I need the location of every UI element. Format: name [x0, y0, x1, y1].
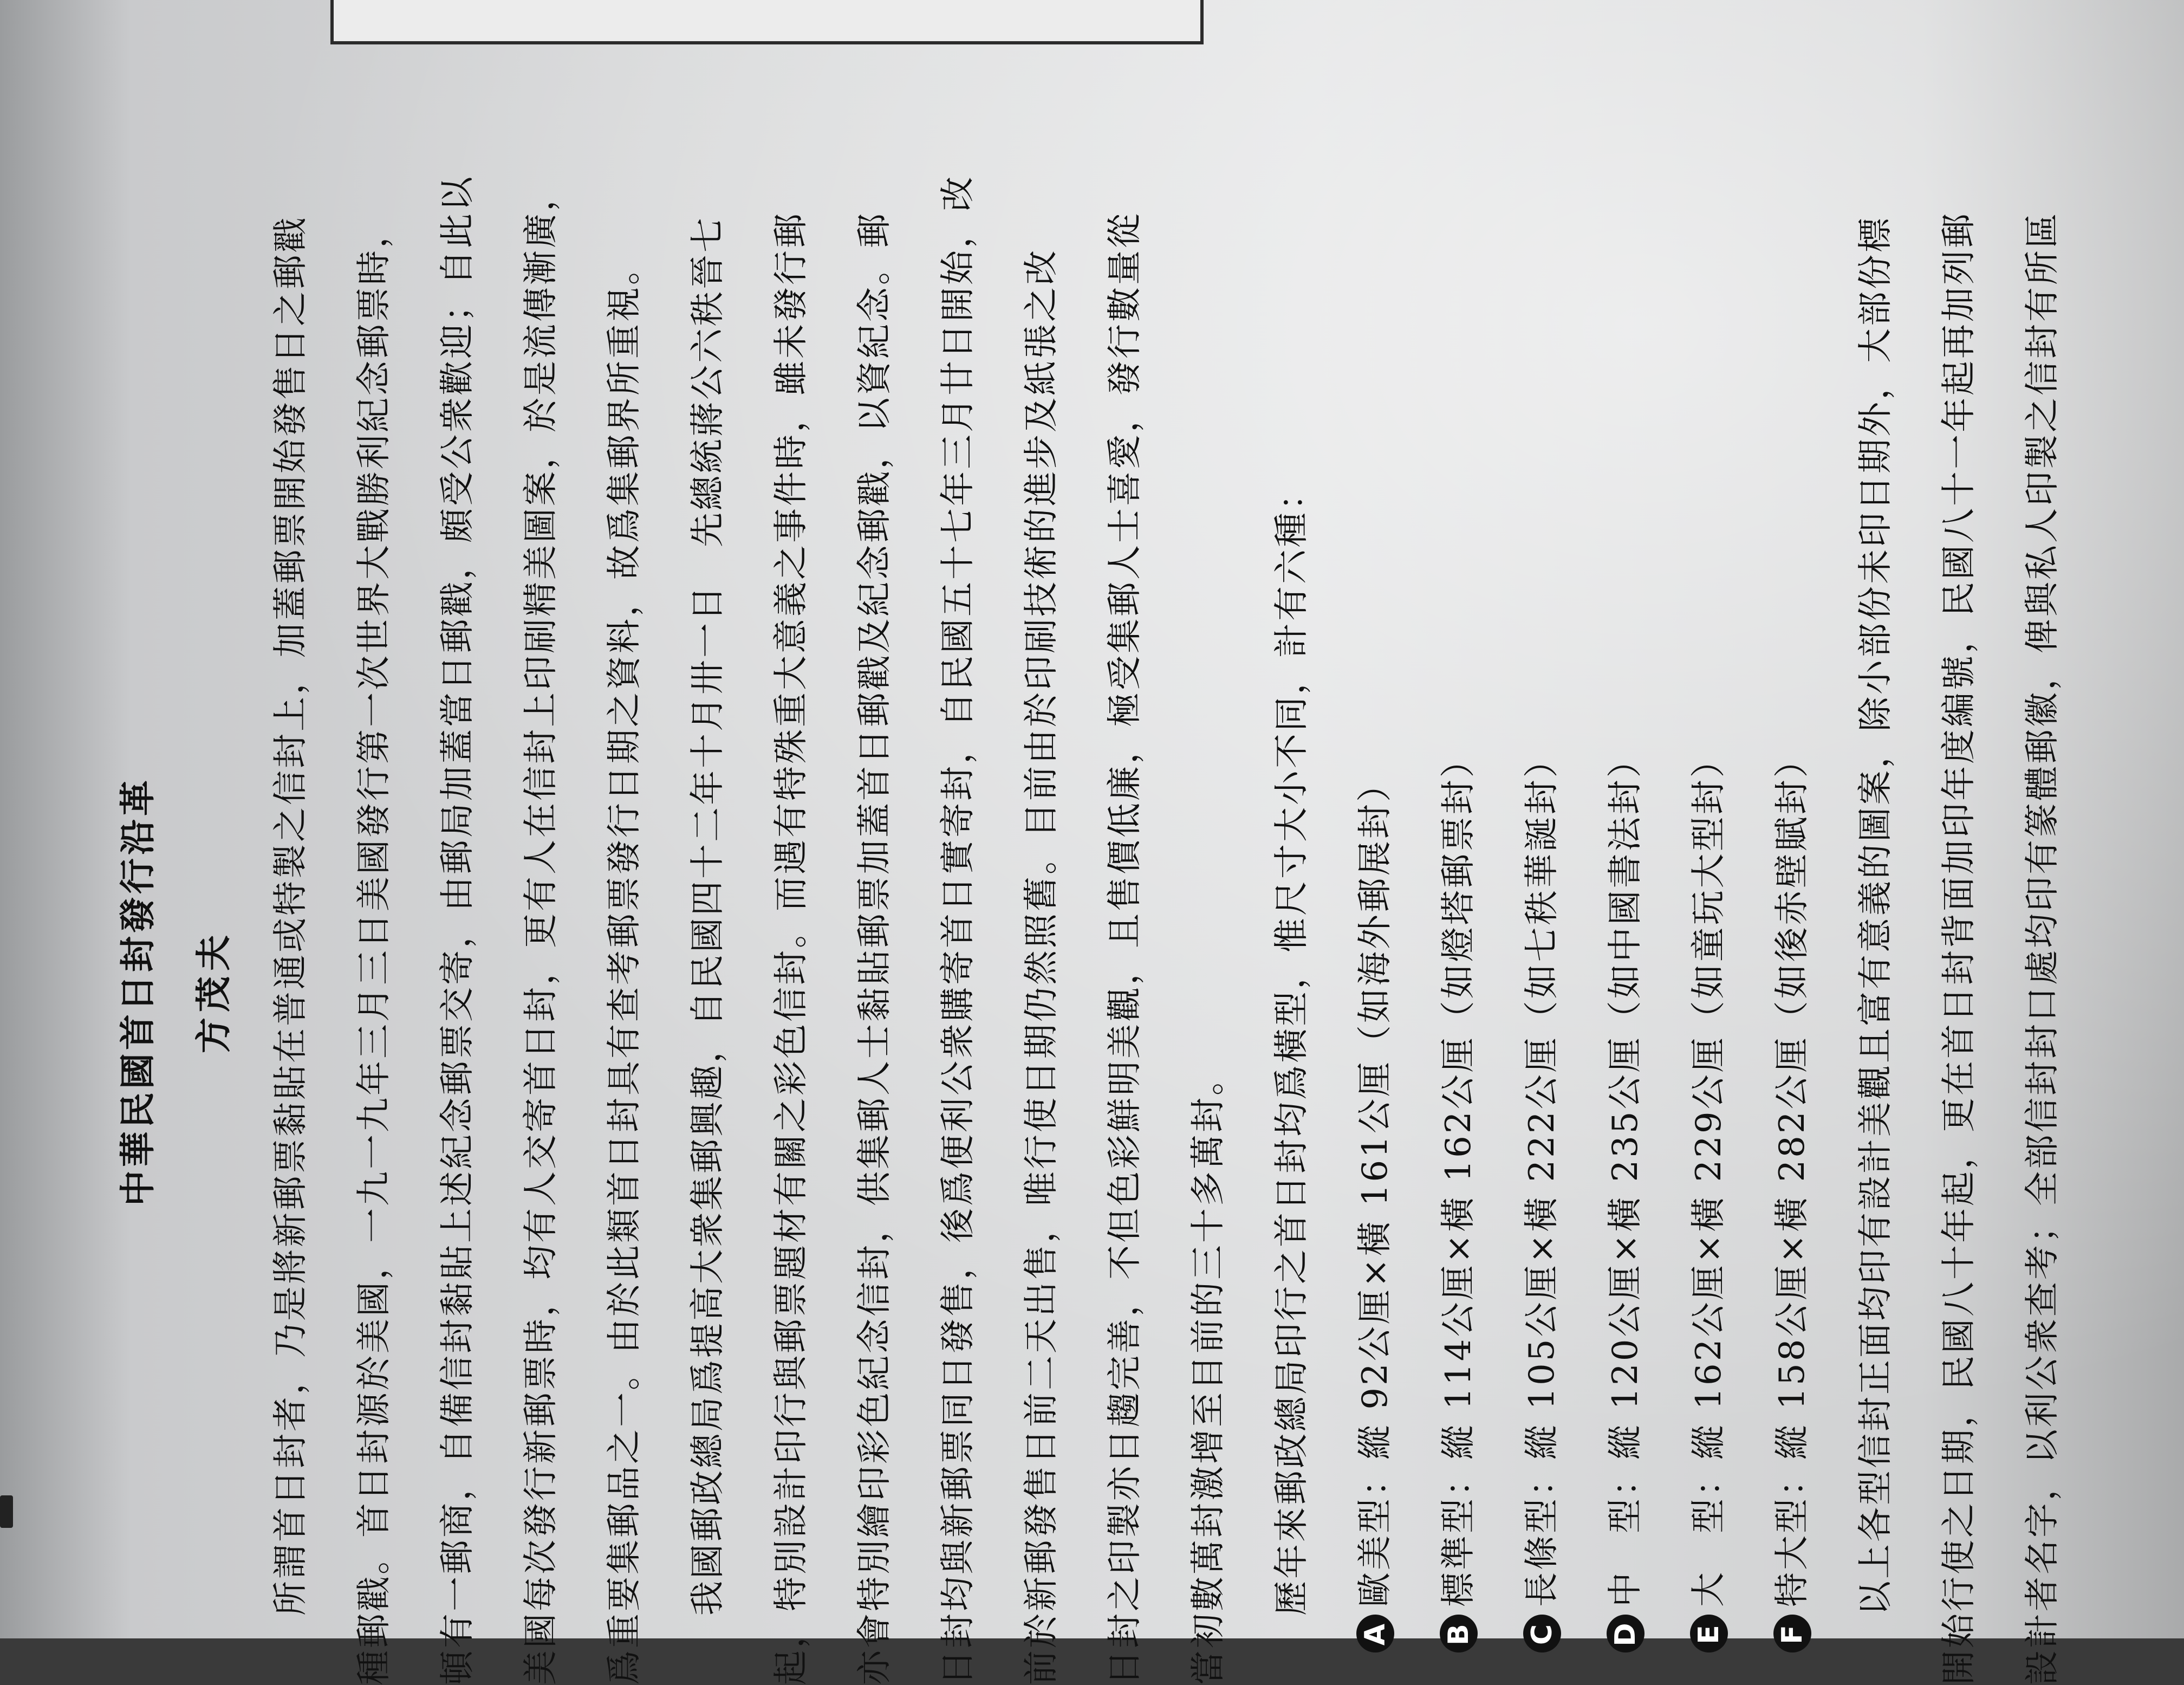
- size-description: 中 型：縱 120公厘×橫 235公厘（如中國書法封）: [1606, 741, 1646, 1607]
- size-list-item: [1417, 146, 1500, 1685]
- document-title: 中華民國首日封發行沿革: [117, 777, 159, 1206]
- size-list-item: [1584, 146, 1667, 1685]
- text-line: 歷年來郵政總局印行之首日封均爲橫型，惟尺寸大小不同，計有六種：: [1272, 474, 1312, 1616]
- size-description: 歐美型：縱 92公厘×橫 161公厘（如海外郵展封）: [1355, 765, 1395, 1607]
- top-card-edge: [330, 0, 1204, 44]
- text-line: 爲重要集郵品之一。由於此類首日封具有查考郵票發行日期之資料，故爲集郵界所重視。: [604, 248, 645, 1685]
- text-line: 我國郵政總局爲提高大衆集郵興趣，自民國四十二年十月卅一日 先總統蔣公六秩晉七: [688, 216, 728, 1616]
- letter-badge-icon: D: [1607, 1615, 1644, 1652]
- size-description: 標準型：縱 114公厘×橫 162公厘（如燈塔郵票封）: [1439, 741, 1479, 1607]
- author-name: 方茂夫: [193, 930, 235, 1053]
- letter-badge-icon: F: [1773, 1615, 1811, 1652]
- text-line: 當初數萬封激增至目前的三十多萬封。: [1188, 1059, 1228, 1685]
- envelope-size-list: [1334, 146, 1834, 1685]
- text-line: 所謂首日封者，乃是將新郵票黏貼在普通或特製之信封上，加蓋郵票開始發售日之郵戳: [271, 216, 311, 1616]
- body-paragraphs: [249, 146, 1334, 1685]
- text-line: 以上各型信封正面均印有設計美觀且富有意義的圖案，除小部份未印日期外，大部份標: [1856, 216, 1896, 1616]
- size-description: 大 型：縱 162公厘×橫 229公厘（如童玩大型封）: [1689, 741, 1729, 1607]
- letter-badge-icon: A: [1356, 1615, 1394, 1652]
- text-line: 開始行使之日期，民國八十年起，更在首日封背面加印年度編號，民國八十一年起再加列郵: [1939, 211, 1979, 1685]
- text-line: 頓有一郵商，自備信封黏貼上述紀念郵票交寄，由郵局加蓋當日郵戳，頗受公衆歡迎；自此以: [438, 174, 478, 1685]
- text-line: 前於新郵發售日前二天出售，唯行使日期仍然照舊。目前由於印刷技術的進步及紙張之改: [1022, 248, 1062, 1685]
- rotated-text-block: [108, 146, 2063, 1685]
- text-line: 美國每次發行新郵票時，均有人交寄首日封，更有人在信封上印刷精美圖案，於是流傳漸廣，: [521, 174, 561, 1685]
- size-description: 特大型：縱 158公厘×橫 282公厘（如後赤壁賦封）: [1772, 741, 1812, 1607]
- letter-badge-icon: B: [1440, 1615, 1478, 1652]
- margin-mark: [0, 1495, 13, 1528]
- text-line: 種郵戳。首日封源於美國，一九一九年三月三日美國發行第一次世界大戰勝利紀念郵票時，: [354, 211, 394, 1685]
- letter-badge-icon: C: [1523, 1615, 1561, 1652]
- size-list-item: [1500, 146, 1584, 1685]
- size-list-item: [1751, 146, 1834, 1685]
- title-area: [108, 146, 244, 1685]
- text-line: 日封均與新郵票同日發售，後爲便利公衆購寄首日實寄封，自民國五十七年三月廿日開始，改: [938, 174, 978, 1685]
- text-line: 日封之印製亦日趨完善，不但色彩鮮明美觀，且售價低廉，極受集郵人士喜愛，發行數量從: [1105, 211, 1145, 1685]
- text-line: 亦會特別繪印彩色紀念信封，供集郵人士黏貼郵票加蓋首日郵戳及紀念郵戳，以資紀念。郵: [855, 211, 895, 1685]
- size-list-item: [1334, 146, 1417, 1685]
- closing-paragraph: [1834, 146, 2084, 1685]
- text-line: 設計者名字，以利公衆查考；全部信封封口處均印有篆體郵徽，俾與私人印製之信封有所區: [2023, 211, 2063, 1685]
- letter-badge-icon: E: [1690, 1615, 1728, 1652]
- size-description: 長條型：縱 105公厘×橫 222公厘（如七秩華誕封）: [1522, 741, 1562, 1607]
- size-list-item: [1667, 146, 1751, 1685]
- document-page: [22, 60, 2134, 1685]
- text-line: 起，特別設計印行與郵票題材有關之彩色信封。而遇有特殊重大意義之事件時，雖未發行郵: [771, 211, 811, 1685]
